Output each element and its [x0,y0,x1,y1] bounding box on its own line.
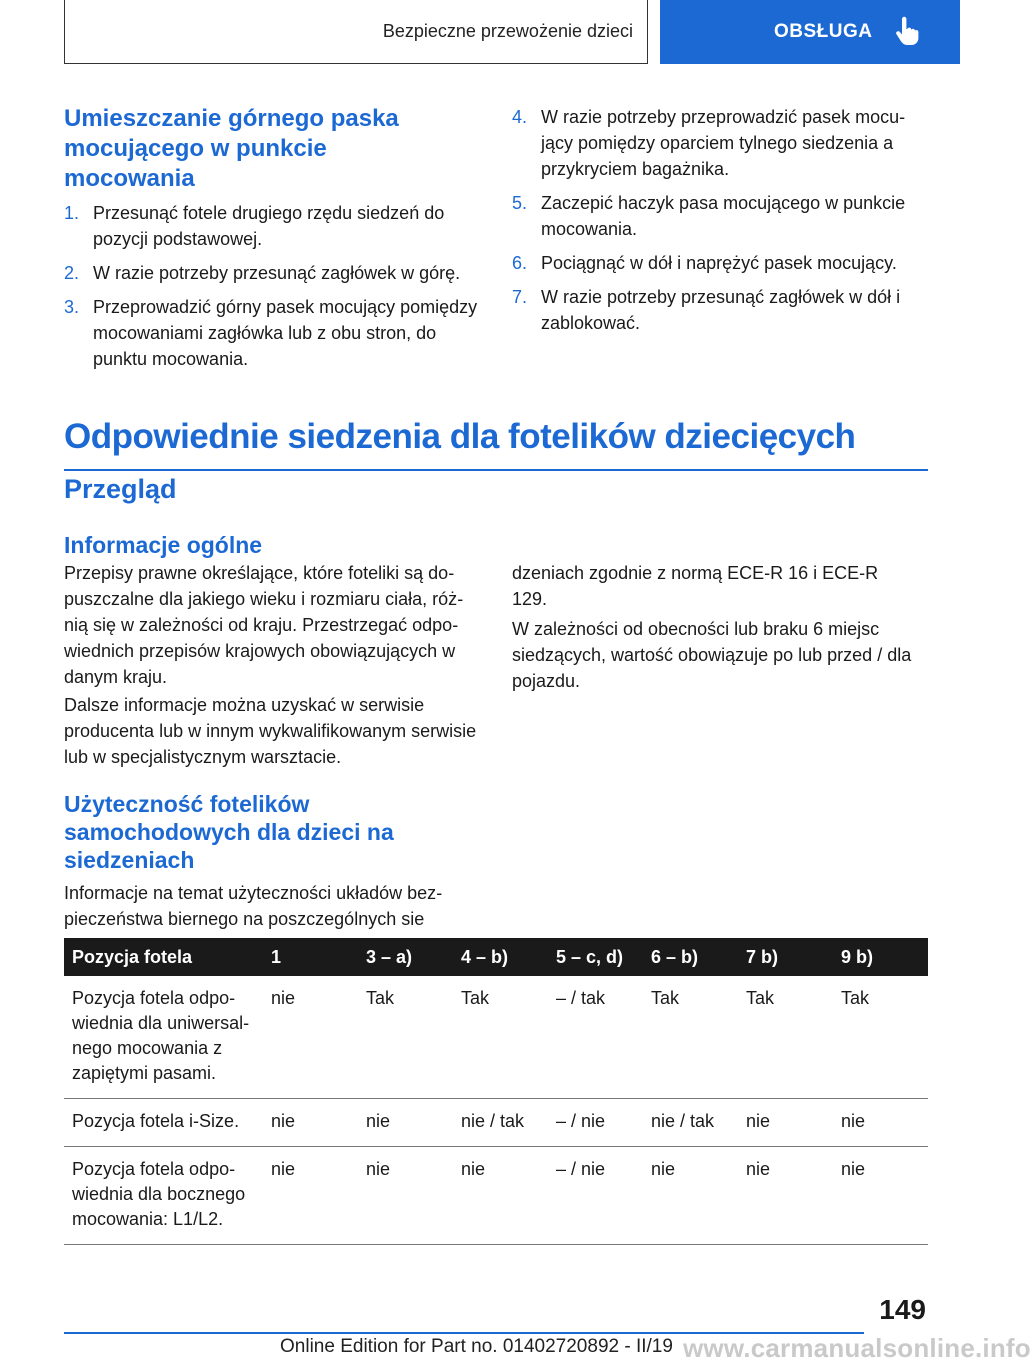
step-text: Zaczepić haczyk pasa mocującego w punkcie mocowania. [541,193,906,239]
table-header-row [64,938,928,976]
table-cell: nie [738,1099,833,1147]
table-cell: Pozycja fotela i-Size. [64,1099,263,1147]
step-number: 6. [512,253,528,273]
list-item [64,200,480,252]
column-header: 3 – a) [358,938,453,976]
subheading-usability: Użyteczność fotelików samochodowych dla dzieci na siedzeniach [64,791,394,873]
section-heading-overview: Przegląd [64,474,177,504]
table-row [64,1099,928,1147]
step-text: Pociągnąć w dół i naprężyć pasek mocujący. [541,253,897,273]
running-header-section-title [64,0,648,64]
step-text: W razie potrzeby przesunąć zagłówek w dół i zablokować. [541,287,901,333]
step-number: 2. [64,263,80,283]
step-text: Przeprowadzić górny pasek mocujący pomiędzy mocowaniami zagłówka lub z obu stron, do punktu mocowania. [93,297,478,369]
step-number: 4. [512,107,528,127]
step-text: Przesunąć fotele drugiego rzędu siedzeń do pozycji podstawowej. [93,203,445,249]
table-cell: nie [263,1099,358,1147]
table-cell: Tak [738,976,833,1099]
column-header: 7 b) [738,938,833,976]
table-cell: nie [738,1147,833,1245]
subheading-general-info: Informacje ogólne [64,532,263,558]
step-number: 1. [64,203,80,223]
table-cell: Tak [358,976,453,1099]
pointing-hand-icon [893,17,919,47]
paragraph-standards: dzeniach zgodnie z normą ECE-R 16 i ECE-R 129. [512,563,879,609]
footer-edition: Online Edition for Part no. 01402720892 - II/19 [280,1336,673,1357]
section-title-text: Bezpieczne przewożenie dzieci [382,21,633,41]
table-cell: nie [643,1147,738,1245]
column-header: 4 – b) [453,938,548,976]
table-cell: nie [833,1147,928,1245]
table-cell: Pozycja fotela odpowiednia dla bocznego mocowania: L1/L2. [64,1147,263,1245]
step-number: 3. [64,297,80,317]
paragraph-regulations: Przepisy prawne określające, które foteliki są dopuszczalne dla jakiego wieku i rozmiaru ciała, różnią się w zależności od kraju. Przestrzegać odpowiednich przepisów krajowych obowiązujących w danym kraju. [64,563,464,687]
column-header: Pozycja fotela [64,938,263,976]
list-item [512,284,928,336]
column-header: 9 b) [833,938,928,976]
table-cell: nie [833,1099,928,1147]
table-cell: Tak [833,976,928,1099]
table-cell: nie [358,1147,453,1245]
table-cell: nie [263,976,358,1099]
table-cell: Tak [643,976,738,1099]
step-text: W razie potrzeby przeprowadzić pasek mocujący pomiędzy oparciem tylnego siedzenia a przykryciem bagażnika. [541,107,906,179]
table-row [64,1147,928,1245]
table-cell: nie / tak [453,1099,548,1147]
watermark[interactable]: www.carmanualsonline.info [683,1333,1031,1363]
table-cell: – / nie [548,1147,643,1245]
seat-suitability-table [64,938,928,1245]
steps-list-right [512,104,928,344]
step-number: 7. [512,287,528,307]
table-cell: Tak [453,976,548,1099]
table-cell: nie [453,1147,548,1245]
steps-list-left [64,200,480,380]
table-cell: – / nie [548,1099,643,1147]
paragraph-seats-note: W zależności od obecności lub braku 6 miejsc siedzących, wartość obowiązuje po lub przed / dla pojazdu. [512,619,912,691]
table-cell: nie / tak [643,1099,738,1147]
list-item [64,260,480,286]
table-cell: nie [263,1147,358,1245]
column-header: 1 [263,938,358,976]
chapter-heading: Odpowiednie siedzenia dla fotelików dziecięcych [64,415,928,471]
table-cell: nie [358,1099,453,1147]
list-item [64,294,480,372]
list-item [512,250,928,276]
table-row [64,976,928,1099]
page-number: 149 [879,1294,926,1325]
table-cell: – / tak [548,976,643,1099]
column-header: 5 – c, d) [548,938,643,976]
list-item [512,190,928,242]
step-text: W razie potrzeby przesunąć zagłówek w górę. [93,263,461,283]
step-number: 5. [512,193,528,213]
list-item [512,104,928,182]
column-header: 6 – b) [643,938,738,976]
chapter-tab-label: OBSŁUGA [774,21,873,42]
chapter-tab[interactable] [660,0,960,64]
paragraph-usability: Informacje na temat użyteczności układów bezpieczeństwa biernego na poszczególnych sie [64,883,443,929]
table-cell: Pozycja fotela odpowiednia dla uniwersalnego mocowania z zapiętymi pasami. [64,976,263,1099]
paragraph-further-info: Dalsze informacje można uzyskać w serwisie producenta lub w innym wykwalifikowanym serwisie lub w specjalistycznym warsztacie. [64,695,477,767]
section-heading-top-strap: Umieszczanie górnego paska mocującego w punkcie mocowania [64,105,399,192]
